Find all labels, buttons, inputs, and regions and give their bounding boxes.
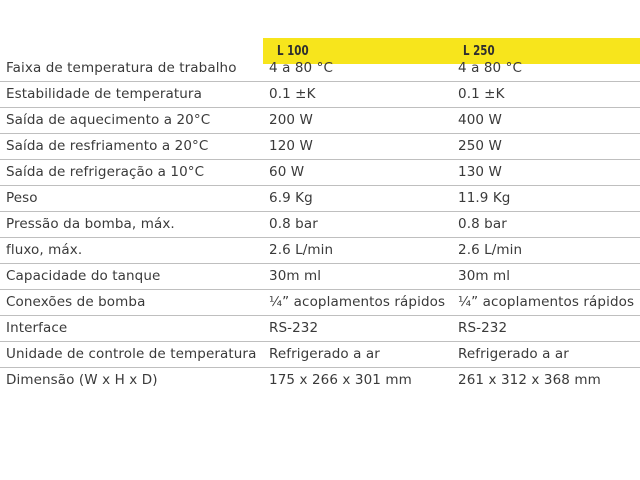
spec-value-l250: 4 a 80 °C <box>458 60 522 76</box>
spec-value-l250: 261 x 312 x 368 mm <box>458 372 601 388</box>
spec-name: Estabilidade de temperatura <box>6 86 202 102</box>
spec-name: Saída de resfriamento a 20°C <box>6 138 209 154</box>
spec-value-l100: 60 W <box>269 164 305 180</box>
table-row <box>0 290 640 316</box>
spec-value-l100: Refrigerado a ar <box>269 346 380 362</box>
spec-value-l250: 0.1 ±K <box>458 86 505 102</box>
spec-value-l100: RS-232 <box>269 320 319 336</box>
column-header-l250: L 250 <box>463 44 495 59</box>
spec-value-l250: Refrigerado a ar <box>458 346 569 362</box>
spec-name: Faixa de temperatura de trabalho <box>6 60 237 76</box>
spec-name: Conexões de bomba <box>6 294 146 310</box>
spec-value-l250: 400 W <box>458 112 502 128</box>
spec-value-l250: 130 W <box>458 164 502 180</box>
spec-value-l100: 120 W <box>269 138 313 154</box>
spec-value-l250: 30m ml <box>458 268 511 284</box>
spec-value-l250: 2.6 L/min <box>458 242 523 258</box>
spec-name: Peso <box>6 190 38 206</box>
table-row <box>0 108 640 134</box>
spec-name: fluxo, máx. <box>6 242 83 258</box>
spec-value-l100: 200 W <box>269 112 313 128</box>
table-row <box>0 212 640 238</box>
spec-name: Saída de refrigeração a 10°C <box>6 164 205 180</box>
spec-value-l100: 0.8 bar <box>269 216 318 232</box>
spec-name: Unidade de controle de temperatura <box>6 346 257 362</box>
spec-value-l100: 30m ml <box>269 268 322 284</box>
table-row <box>0 264 640 290</box>
spec-value-l100: 175 x 266 x 301 mm <box>269 372 412 388</box>
table-row <box>0 316 640 342</box>
table-row <box>0 82 640 108</box>
table-row <box>0 56 640 82</box>
spec-value-l100: 2.6 L/min <box>269 242 334 258</box>
spec-name: Dimensão (W x H x D) <box>6 372 158 388</box>
table-row <box>0 238 640 264</box>
table-row <box>0 368 640 394</box>
spec-name: Pressão da bomba, máx. <box>6 216 175 232</box>
spec-name: Interface <box>6 320 68 336</box>
spec-value-l250: 250 W <box>458 138 502 154</box>
spec-value-l250: 11.9 Kg <box>458 190 511 206</box>
spec-value-l100: 4 a 80 °C <box>269 60 333 76</box>
table-row <box>0 342 640 368</box>
table-row <box>0 186 640 212</box>
spec-value-l250: RS-232 <box>458 320 508 336</box>
spec-value-l100: 0.1 ±K <box>269 86 316 102</box>
spec-name: Capacidade do tanque <box>6 268 161 284</box>
spec-value-l250: ¼” acoplamentos rápidos <box>458 294 635 310</box>
spec-value-l100: 6.9 Kg <box>269 190 313 206</box>
spec-rows <box>0 56 640 394</box>
spec-value-l250: 0.8 bar <box>458 216 507 232</box>
column-header-l100: L 100 <box>277 44 309 59</box>
table-row <box>0 160 640 186</box>
spec-value-l100: ¼” acoplamentos rápidos <box>269 294 446 310</box>
table-row <box>0 134 640 160</box>
spec-name: Saída de aquecimento a 20°C <box>6 112 211 128</box>
